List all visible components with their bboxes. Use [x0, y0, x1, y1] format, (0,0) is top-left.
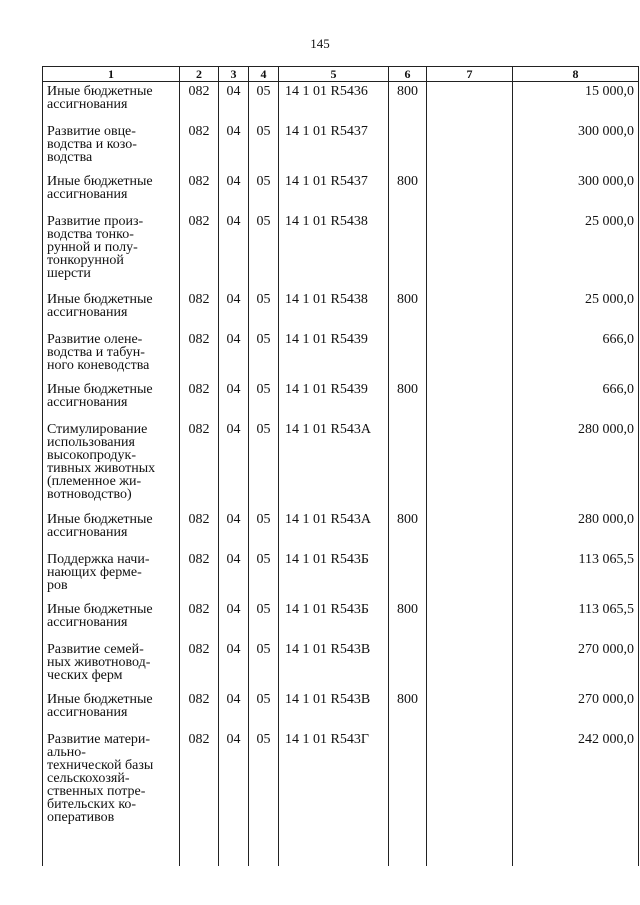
row-col7-cell [427, 290, 513, 330]
page-number: 145 [310, 36, 330, 51]
row-col7-cell [427, 82, 513, 122]
row-section-cell: 04 [219, 290, 249, 330]
row-subsection-cell: 05 [249, 730, 279, 860]
row-admin-code-cell: 082 [180, 420, 219, 510]
row-target-code-cell: 14 1 01 R5439 [279, 380, 389, 420]
table-row [43, 290, 639, 330]
row-target-code-cell: 14 1 01 R5437 [279, 172, 389, 212]
row-admin-code-cell: 082 [180, 510, 219, 550]
row-name-line: шерсти [47, 265, 91, 281]
row-admin-code-cell: 082 [180, 640, 219, 690]
column-header: 8 [513, 67, 639, 82]
row-section-cell: 04 [219, 550, 249, 600]
row-name-line: Иные бюджетные [47, 173, 153, 189]
row-name-line: Развитие матери- [47, 731, 151, 747]
spacer-cell [513, 860, 639, 866]
row-subsection-cell: 05 [249, 82, 279, 122]
row-expense-type-cell: 800 [389, 510, 427, 550]
row-expense-type-cell [389, 550, 427, 600]
row-expense-type-cell: 800 [389, 380, 427, 420]
row-name-line: ассигнования [47, 97, 128, 112]
row-name-line: Иные бюджетные [47, 511, 153, 527]
spacer-cell [389, 860, 427, 866]
row-name-line: ассигнования [47, 524, 128, 540]
row-expense-type-cell: 800 [389, 172, 427, 212]
row-target-code-cell: 14 1 01 R543А [279, 510, 389, 550]
row-section-cell: 04 [219, 510, 249, 550]
table-row [43, 690, 639, 730]
row-name-line: использования [47, 434, 135, 450]
row-name-line: ассигнования [47, 704, 128, 720]
table-row [43, 550, 639, 600]
row-col7-cell [427, 640, 513, 690]
row-name-line: ных животновод- [47, 654, 151, 670]
row-name-line: водства тонко- [47, 226, 134, 242]
row-amount-cell: 15 000,0 [513, 82, 639, 122]
table-row [43, 212, 639, 290]
row-subsection-cell: 05 [249, 330, 279, 380]
row-target-code-cell: 14 1 01 R543В [279, 690, 389, 730]
row-name-line: нающих ферме- [47, 564, 142, 580]
table-header-row [43, 67, 639, 82]
row-expense-type-cell [389, 420, 427, 510]
row-name-line: водства [47, 149, 93, 165]
table-row-spacer [43, 860, 639, 866]
table-row [43, 420, 639, 510]
row-target-code-cell: 14 1 01 R543Г [279, 730, 389, 860]
row-admin-code-cell: 082 [180, 690, 219, 730]
row-target-code-cell: 14 1 01 R543А [279, 420, 389, 510]
row-name-line: Иные бюджетные [47, 84, 153, 99]
row-name-line: ально- [47, 744, 86, 760]
row-name-cell [43, 640, 180, 690]
row-name-line: ственных потре- [47, 783, 146, 799]
row-name-line: Поддержка начи- [47, 551, 150, 567]
table-body [43, 82, 639, 866]
table-row [43, 600, 639, 640]
column-header: 3 [219, 67, 249, 82]
row-target-code-cell: 14 1 01 R5438 [279, 290, 389, 330]
row-name-cell [43, 380, 180, 420]
row-col7-cell [427, 122, 513, 172]
row-section-cell: 04 [219, 730, 249, 860]
row-subsection-cell: 05 [249, 600, 279, 640]
row-amount-cell: 280 000,0 [513, 420, 639, 510]
spacer-cell [180, 860, 219, 866]
row-col7-cell [427, 600, 513, 640]
row-name-line: Иные бюджетные [47, 381, 153, 397]
row-name-cell [43, 550, 180, 600]
row-expense-type-cell [389, 730, 427, 860]
row-name-line: вотноводство) [47, 486, 132, 502]
row-amount-cell: 242 000,0 [513, 730, 639, 860]
table-row [43, 172, 639, 212]
row-name-cell [43, 690, 180, 730]
row-section-cell: 04 [219, 380, 249, 420]
row-name-line: бительских ко- [47, 796, 137, 812]
row-col7-cell [427, 212, 513, 290]
table-row [43, 122, 639, 172]
row-name-cell [43, 290, 180, 330]
row-name-line: тивных животных [47, 460, 156, 476]
row-col7-cell [427, 550, 513, 600]
row-section-cell: 04 [219, 330, 249, 380]
row-target-code-cell: 14 1 01 R5437 [279, 122, 389, 172]
row-amount-cell: 666,0 [513, 330, 639, 380]
row-expense-type-cell: 800 [389, 290, 427, 330]
row-amount-cell: 270 000,0 [513, 690, 639, 730]
row-admin-code-cell: 082 [180, 290, 219, 330]
row-subsection-cell: 05 [249, 212, 279, 290]
row-target-code-cell: 14 1 01 R543Б [279, 550, 389, 600]
row-name-line: Развитие произ- [47, 213, 144, 229]
budget-table [42, 66, 639, 866]
row-name-cell [43, 730, 180, 860]
row-subsection-cell: 05 [249, 290, 279, 330]
row-section-cell: 04 [219, 640, 249, 690]
row-expense-type-cell [389, 212, 427, 290]
row-admin-code-cell: 082 [180, 212, 219, 290]
column-header: 1 [43, 67, 180, 82]
row-section-cell: 04 [219, 600, 249, 640]
row-amount-cell: 113 065,5 [513, 550, 639, 600]
row-section-cell: 04 [219, 420, 249, 510]
row-name-line: Иные бюджетные [47, 691, 153, 707]
row-name-cell [43, 510, 180, 550]
row-section-cell: 04 [219, 690, 249, 730]
column-header: 4 [249, 67, 279, 82]
row-name-line: ассигнования [47, 614, 128, 630]
row-expense-type-cell [389, 330, 427, 380]
column-header: 6 [389, 67, 427, 82]
row-col7-cell [427, 380, 513, 420]
row-name-line: Развитие олене- [47, 331, 143, 347]
row-admin-code-cell: 082 [180, 122, 219, 172]
row-expense-type-cell [389, 640, 427, 690]
spacer-cell [249, 860, 279, 866]
row-name-cell [43, 420, 180, 510]
row-admin-code-cell: 082 [180, 600, 219, 640]
row-subsection-cell: 05 [249, 550, 279, 600]
row-admin-code-cell: 082 [180, 730, 219, 860]
row-expense-type-cell: 800 [389, 600, 427, 640]
row-name-line: Стимулирование [47, 421, 148, 437]
row-name-cell [43, 172, 180, 212]
row-name-line: ческих ферм [47, 667, 123, 683]
row-amount-cell: 270 000,0 [513, 640, 639, 690]
row-subsection-cell: 05 [249, 172, 279, 212]
row-admin-code-cell: 082 [180, 330, 219, 380]
row-name-cell [43, 600, 180, 640]
row-expense-type-cell [389, 122, 427, 172]
row-admin-code-cell: 082 [180, 172, 219, 212]
table-row [43, 82, 639, 122]
row-name-cell [43, 122, 180, 172]
row-name-line: Иные бюджетные [47, 291, 153, 307]
row-name-line: водства и козо- [47, 136, 137, 152]
column-header: 2 [180, 67, 219, 82]
table-row [43, 640, 639, 690]
row-subsection-cell: 05 [249, 380, 279, 420]
spacer-cell [279, 860, 389, 866]
table-row [43, 380, 639, 420]
row-name-line: технической базы [47, 757, 154, 773]
row-name-cell [43, 330, 180, 380]
row-target-code-cell: 14 1 01 R5439 [279, 330, 389, 380]
column-header: 7 [427, 67, 513, 82]
row-amount-cell: 280 000,0 [513, 510, 639, 550]
row-name-line: тонкорунной [47, 252, 124, 268]
row-amount-cell: 25 000,0 [513, 212, 639, 290]
row-target-code-cell: 14 1 01 R5438 [279, 212, 389, 290]
row-target-code-cell: 14 1 01 R543Б [279, 600, 389, 640]
row-name-line: ров [47, 577, 68, 593]
row-admin-code-cell: 082 [180, 82, 219, 122]
row-subsection-cell: 05 [249, 510, 279, 550]
row-expense-type-cell: 800 [389, 82, 427, 122]
row-amount-cell: 300 000,0 [513, 172, 639, 212]
row-amount-cell: 666,0 [513, 380, 639, 420]
column-header: 5 [279, 67, 389, 82]
row-col7-cell [427, 510, 513, 550]
row-name-line: ного коневодства [47, 357, 150, 373]
row-subsection-cell: 05 [249, 420, 279, 510]
row-subsection-cell: 05 [249, 122, 279, 172]
row-name-line: сельскохозяй- [47, 770, 130, 786]
row-name-line: Иные бюджетные [47, 601, 153, 617]
row-name-cell [43, 82, 180, 122]
row-subsection-cell: 05 [249, 690, 279, 730]
table-row [43, 730, 639, 860]
row-name-line: рунной и полу- [47, 239, 138, 255]
row-col7-cell [427, 730, 513, 860]
row-name-line: ассигнования [47, 394, 128, 410]
spacer-cell [43, 860, 180, 866]
row-name-line: оперативов [47, 809, 115, 825]
row-target-code-cell: 14 1 01 R543В [279, 640, 389, 690]
row-section-cell: 04 [219, 122, 249, 172]
row-target-code-cell: 14 1 01 R5436 [279, 82, 389, 122]
row-col7-cell [427, 330, 513, 380]
row-name-line: (племенное жи- [47, 473, 142, 489]
row-name-cell [43, 212, 180, 290]
row-name-line: высокопродук- [47, 447, 136, 463]
row-col7-cell [427, 690, 513, 730]
row-name-line: ассигнования [47, 186, 128, 202]
row-amount-cell: 25 000,0 [513, 290, 639, 330]
row-amount-cell: 113 065,5 [513, 600, 639, 640]
row-col7-cell [427, 172, 513, 212]
table-row [43, 330, 639, 380]
row-subsection-cell: 05 [249, 640, 279, 690]
row-name-line: Развитие овце- [47, 123, 136, 139]
spacer-cell [427, 860, 513, 866]
row-name-line: Развитие семей- [47, 641, 144, 657]
row-admin-code-cell: 082 [180, 550, 219, 600]
row-section-cell: 04 [219, 82, 249, 122]
row-expense-type-cell: 800 [389, 690, 427, 730]
row-section-cell: 04 [219, 172, 249, 212]
row-name-line: ассигнования [47, 304, 128, 320]
row-admin-code-cell: 082 [180, 380, 219, 420]
row-amount-cell: 300 000,0 [513, 122, 639, 172]
spacer-cell [219, 860, 249, 866]
table-row [43, 510, 639, 550]
row-name-line: водства и табун- [47, 344, 145, 360]
row-section-cell: 04 [219, 212, 249, 290]
row-col7-cell [427, 420, 513, 510]
